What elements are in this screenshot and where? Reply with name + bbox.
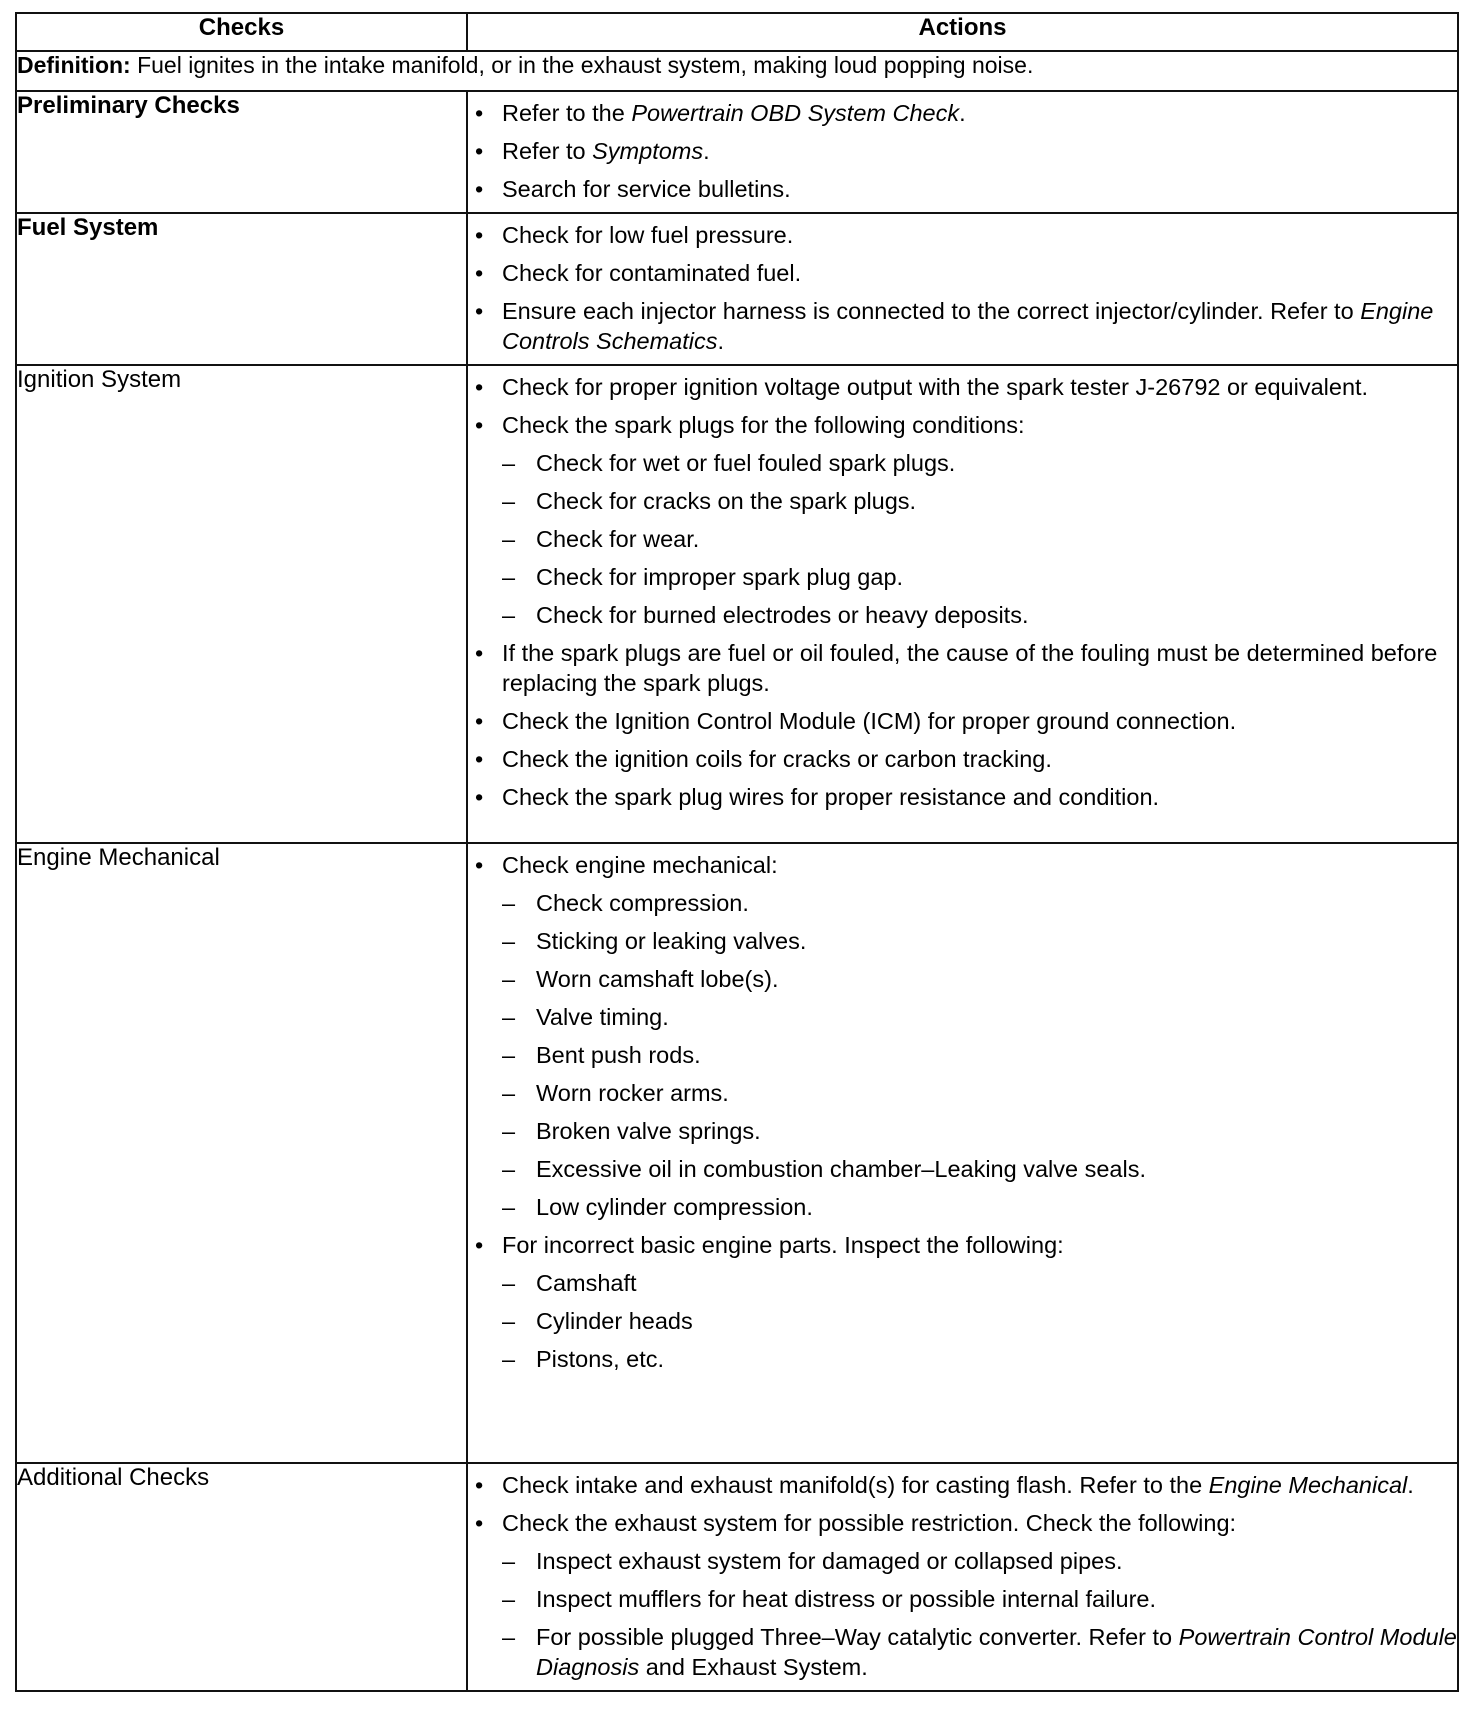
dash-icon: –: [502, 1156, 516, 1182]
bullet-icon: •: [475, 298, 484, 324]
bullet-icon: •: [475, 708, 484, 734]
definition-label: Definition:: [17, 52, 131, 78]
table-row-fuel-system: [16, 213, 1458, 365]
definition-cell: [16, 51, 1458, 91]
dash-icon: –: [502, 450, 516, 476]
bullet-icon: •: [475, 1510, 484, 1536]
diagnostic-table-sheet: [15, 12, 1457, 1692]
list-item: • Check the spark plug wires for proper resistance and condition.: [475, 784, 1160, 810]
dash-icon: –: [502, 488, 516, 514]
dash-icon: –: [502, 1270, 516, 1296]
dash-icon: –: [502, 1624, 516, 1650]
actions-additional: [467, 1463, 1458, 1691]
sub-list-item: – Sticking or leaking valves.: [502, 928, 807, 954]
list-item: • Check engine mechanical: – Check compression. – Sticking or leaking valves. – Worn camshaft lobe(s). – Valve timing. – Bent push rods. – Worn rocker arms. – Broken valve springs. – Excessive oil in combustion chamber–Leaking valve seals. – Low cylinder compression.: [468, 850, 1457, 1222]
bullet-icon: •: [475, 100, 484, 126]
list-item: • Check the spark plugs for the following conditions: – Check for wet or fuel fouled spark plugs. – Check for cracks on the spark plugs. – Check for wear. – Check for improper spark plug gap. – Check for burned electrodes or heavy deposits.: [468, 410, 1457, 630]
bullet-icon: •: [475, 784, 484, 810]
list-item: • Check for low fuel pressure.: [475, 222, 794, 248]
bullet-icon: •: [475, 1472, 484, 1498]
dash-icon: –: [502, 966, 516, 992]
sub-list-item: – For possible plugged Three–Way catalytic converter. Refer to Powertrain Control Module Diagnosis and Exhaust System.: [502, 1624, 1457, 1680]
bullet-icon: •: [475, 1232, 484, 1258]
list-item: • Check intake and exhaust manifold(s) for casting flash. Refer to the Engine Mechanical.: [475, 1472, 1414, 1498]
list-item: • Check the Ignition Control Module (ICM) for proper ground connection.: [475, 708, 1237, 734]
sub-list-item: – Worn camshaft lobe(s).: [502, 966, 779, 992]
table-row-engine-mechanical: [16, 843, 1458, 1463]
check-preliminary: Preliminary Checks: [16, 91, 467, 213]
list-item: • Check for contaminated fuel.: [475, 260, 802, 286]
dash-icon: –: [502, 526, 516, 552]
list-item: • Refer to the Powertrain OBD System Check.: [475, 100, 966, 126]
actions-preliminary: [467, 91, 1458, 213]
check-additional: Additional Checks: [16, 1463, 467, 1691]
dash-icon: –: [502, 1080, 516, 1106]
dash-icon: –: [502, 1118, 516, 1144]
list-item: • Search for service bulletins.: [475, 176, 791, 202]
bullet-icon: •: [475, 640, 484, 666]
sub-list-item: – Check for cracks on the spark plugs.: [502, 488, 917, 514]
list-item: • Ensure each injector harness is connected to the correct injector/cylinder. Refer to Engine Controls Schematics.: [475, 298, 1434, 354]
sub-list-item: – Check for wet or fuel fouled spark plugs.: [502, 450, 956, 476]
dash-icon: –: [502, 928, 516, 954]
list-item: • For incorrect basic engine parts. Inspect the following: – Camshaft – Cylinder heads – Pistons, etc.: [468, 1230, 1457, 1374]
sub-list-item: – Check compression.: [502, 890, 749, 916]
dash-icon: –: [502, 1194, 516, 1220]
bullet-icon: •: [475, 746, 484, 772]
bullet-icon: •: [475, 222, 484, 248]
sub-list-item: – Pistons, etc.: [502, 1346, 664, 1372]
backfire-diagnostic-table: [15, 12, 1459, 1692]
header-checks: Checks: [16, 13, 467, 51]
sub-list-item: – Low cylinder compression.: [502, 1194, 813, 1220]
table-row-preliminary: [16, 91, 1458, 213]
sub-list-item: – Check for wear.: [502, 526, 700, 552]
dash-icon: –: [502, 602, 516, 628]
dash-icon: –: [502, 1586, 516, 1612]
sub-list-item: – Camshaft: [502, 1270, 637, 1296]
table-row-additional-checks: [16, 1463, 1458, 1691]
sub-list-item: – Cylinder heads: [502, 1308, 693, 1334]
bullet-icon: •: [475, 176, 484, 202]
bullet-icon: •: [475, 138, 484, 164]
sub-list-item: – Valve timing.: [502, 1004, 669, 1030]
header-actions: Actions: [467, 13, 1458, 51]
table-row-ignition-system: [16, 365, 1458, 843]
definition-row: [16, 51, 1458, 91]
sub-list-item: – Inspect exhaust system for damaged or collapsed pipes.: [502, 1548, 1123, 1574]
list-item: • Check the ignition coils for cracks or carbon tracking.: [475, 746, 1052, 772]
list-item: • If the spark plugs are fuel or oil fouled, the cause of the fouling must be determined before replacing the spark plugs.: [475, 640, 1438, 696]
dash-icon: –: [502, 1308, 516, 1334]
bullet-icon: •: [475, 852, 484, 878]
bullet-icon: •: [475, 412, 484, 438]
bullet-icon: •: [475, 374, 484, 400]
list-item: • Refer to Symptoms.: [475, 138, 710, 164]
sub-list-item: – Excessive oil in combustion chamber–Leaking valve seals.: [502, 1156, 1147, 1182]
sub-list-item: – Broken valve springs.: [502, 1118, 761, 1144]
actions-engine-mechanical: [467, 843, 1458, 1463]
check-fuel-system: Fuel System: [16, 213, 467, 365]
bullet-icon: •: [475, 260, 484, 286]
table-header-row: [16, 13, 1458, 51]
list-item: • Check for proper ignition voltage output with the spark tester J-26792 or equivalent.: [475, 374, 1369, 400]
definition-text: Fuel ignites in the intake manifold, or in the exhaust system, making loud popping noise.: [130, 52, 1034, 78]
sub-list-item: – Bent push rods.: [502, 1042, 701, 1068]
check-ignition-system: Ignition System: [16, 365, 467, 843]
check-engine-mechanical: Engine Mechanical: [16, 843, 467, 1463]
actions-ignition-system: [467, 365, 1458, 843]
actions-fuel-system: [467, 213, 1458, 365]
dash-icon: –: [502, 1042, 516, 1068]
list-item: • Check the exhaust system for possible restriction. Check the following: – Inspect exhaust system for damaged or collapsed pipes. – Inspect mufflers for heat distress or possible internal failure. – For possible plugged Three–Way catalytic converter. Refer to Powertrain Control Module Diagnosis and Exhaust System.: [475, 1510, 1457, 1680]
sub-list-item: – Check for improper spark plug gap.: [502, 564, 904, 590]
dash-icon: –: [502, 1346, 516, 1372]
dash-icon: –: [502, 890, 516, 916]
sub-list-item: – Inspect mufflers for heat distress or possible internal failure.: [502, 1586, 1156, 1612]
sub-list-item: – Check for burned electrodes or heavy deposits.: [502, 602, 1029, 628]
dash-icon: –: [502, 564, 516, 590]
dash-icon: –: [502, 1548, 516, 1574]
dash-icon: –: [502, 1004, 516, 1030]
sub-list-item: – Worn rocker arms.: [502, 1080, 729, 1106]
